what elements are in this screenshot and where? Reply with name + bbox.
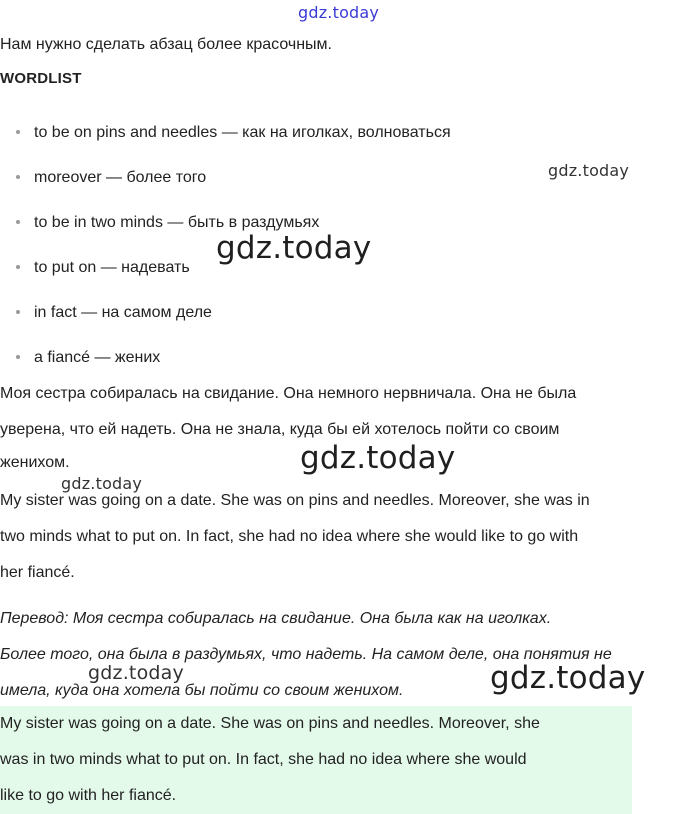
bullet-icon xyxy=(16,130,20,134)
wordlist-item xyxy=(16,169,206,187)
wordlist-item xyxy=(16,304,212,322)
bullet-icon xyxy=(16,355,20,359)
paragraph-line: was in two minds what to put on. In fact, she had no idea where she would xyxy=(0,751,527,768)
paragraph-line: Более того, она была в раздумьях, что надеть. На самом деле, она понятия не xyxy=(0,646,612,663)
paragraph-line: two minds what to put on. In fact, she had no idea where she would like to go with xyxy=(0,528,579,545)
watermark-small-left-2: gdz.today xyxy=(88,662,184,684)
wordlist-item xyxy=(16,259,190,277)
wordlist-item xyxy=(16,124,451,142)
watermark-right-small: gdz.today xyxy=(548,161,630,180)
paragraph-line: женихом. xyxy=(0,454,70,471)
wordlist-item-text: to be on pins and needles — как на иголках, волноваться xyxy=(34,124,451,141)
bullet-icon xyxy=(16,265,20,269)
paragraph-line: Перевод: Моя сестра собиралась на свидание. Она была как на иголках. xyxy=(0,610,552,627)
bullet-icon xyxy=(16,310,20,314)
paragraph-line: уверена, что ей надеть. Она не знала, куда бы ей хотелось пойти со своим xyxy=(0,421,560,438)
intro-text: Нам нужно сделать абзац более красочным. xyxy=(0,36,332,53)
english-paragraph xyxy=(0,483,680,591)
paragraph-line: имела, куда она хотела бы пойти со своим женихом. xyxy=(0,682,404,699)
wordlist-item-text: a fiancé — жених xyxy=(34,349,161,366)
paragraph-line: My sister was going on a date. She was on pins and needles. Moreover, she xyxy=(0,715,540,732)
watermark-big-1: gdz.today xyxy=(216,230,372,266)
paragraph-line: like to go with her fiancé. xyxy=(0,787,177,804)
paragraph-line: Моя сестра собиралась на свидание. Она немного нервничала. Она не была xyxy=(0,385,577,402)
watermark-small-left-1: gdz.today xyxy=(61,474,143,493)
paragraph-line: her fiancé. xyxy=(0,564,75,581)
bullet-icon xyxy=(16,175,20,179)
watermark-big-3: gdz.today xyxy=(490,660,646,696)
wordlist-item xyxy=(16,349,160,367)
bullet-icon xyxy=(16,220,20,224)
wordlist-title: WORDLIST xyxy=(0,70,82,87)
wordlist-item-text: to put on — надевать xyxy=(34,259,190,276)
watermark-big-2: gdz.today xyxy=(300,440,456,476)
paragraph-line: My sister was going on a date. She was on pins and needles. Moreover, she was in xyxy=(0,492,590,509)
watermark-top: gdz.today xyxy=(298,3,380,22)
wordlist-item-text: in fact — на самом деле xyxy=(34,304,212,321)
wordlist-item-text: to be in two minds — быть в раздумьях xyxy=(34,214,320,231)
wordlist-item-text: moreover — более того xyxy=(34,169,207,186)
answer-paragraph xyxy=(0,706,680,814)
